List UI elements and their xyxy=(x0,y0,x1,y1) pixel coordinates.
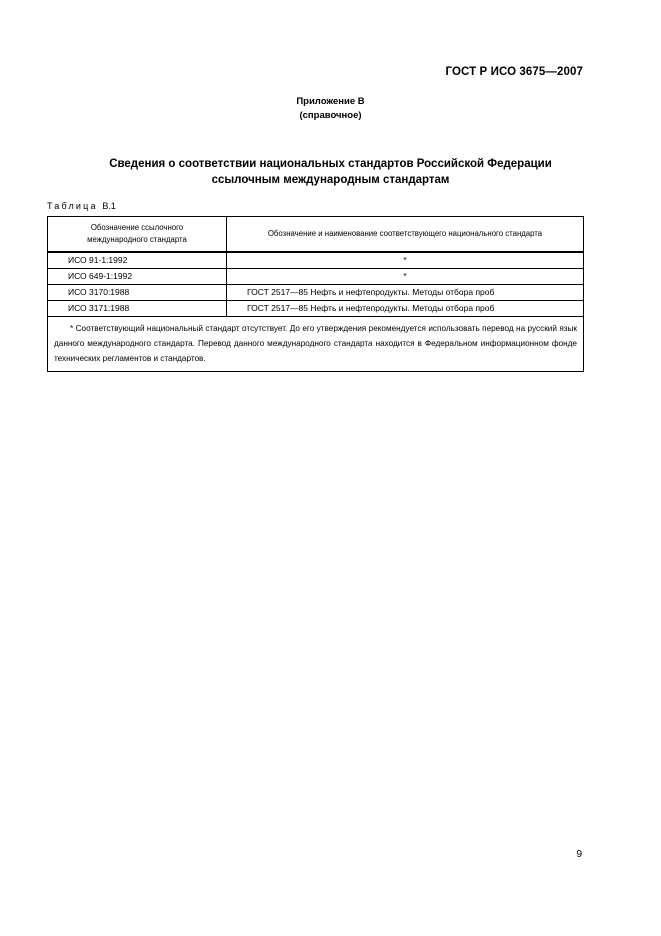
table-caption-number: В.1 xyxy=(102,201,116,211)
national-standard-cell: ГОСТ 2517—85 Нефть и нефтепродукты. Методы отбора проб xyxy=(227,301,584,317)
page-number: 9 xyxy=(576,849,582,860)
table-row xyxy=(48,269,584,285)
column-header-international xyxy=(48,217,227,253)
standards-correspondence-table xyxy=(47,216,584,372)
column-header-international-line-2: международного стандарта xyxy=(87,235,187,244)
table-header-row xyxy=(48,217,584,253)
table-caption xyxy=(47,201,116,211)
section-heading-line-1: Сведения о соответствии национальных стандартов Российской Федерации xyxy=(109,158,552,170)
column-header-international-line-1: Обозначение ссылочного xyxy=(90,223,184,232)
appendix-title-block xyxy=(0,95,661,123)
column-header-national: Обозначение и наименование соответствующего национального стандарта xyxy=(227,217,584,253)
intl-standard-cell: ИСО 649-1:1992 xyxy=(48,269,227,285)
table-row xyxy=(48,252,584,269)
national-standard-cell: * xyxy=(227,269,584,285)
table-note-row xyxy=(48,317,584,372)
table-footnote: * Соответствующий национальный стандарт отсутствует. До его утверждения рекомендуется использовать перевод на русский язык данного международного стандарта. Перевод данного международного стандарта находится в Федеральном информационном фонде технических регламентов и стандартов. xyxy=(48,317,584,372)
table-row xyxy=(48,285,584,301)
appendix-title: Приложение В xyxy=(296,96,365,107)
intl-standard-cell: ИСО 3170:1988 xyxy=(48,285,227,301)
appendix-subtitle: (справочное) xyxy=(299,110,362,121)
table-caption-word: Таблица xyxy=(47,201,98,211)
national-standard-cell: * xyxy=(227,252,584,269)
section-heading-line-2: ссылочным международным стандартам xyxy=(211,174,450,186)
document-code: ГОСТ Р ИСО 3675—2007 xyxy=(445,66,583,78)
section-heading xyxy=(60,156,601,188)
intl-standard-cell: ИСО 3171:1988 xyxy=(48,301,227,317)
intl-standard-cell: ИСО 91-1:1992 xyxy=(48,252,227,269)
national-standard-cell: ГОСТ 2517—85 Нефть и нефтепродукты. Методы отбора проб xyxy=(227,285,584,301)
table-row xyxy=(48,301,584,317)
